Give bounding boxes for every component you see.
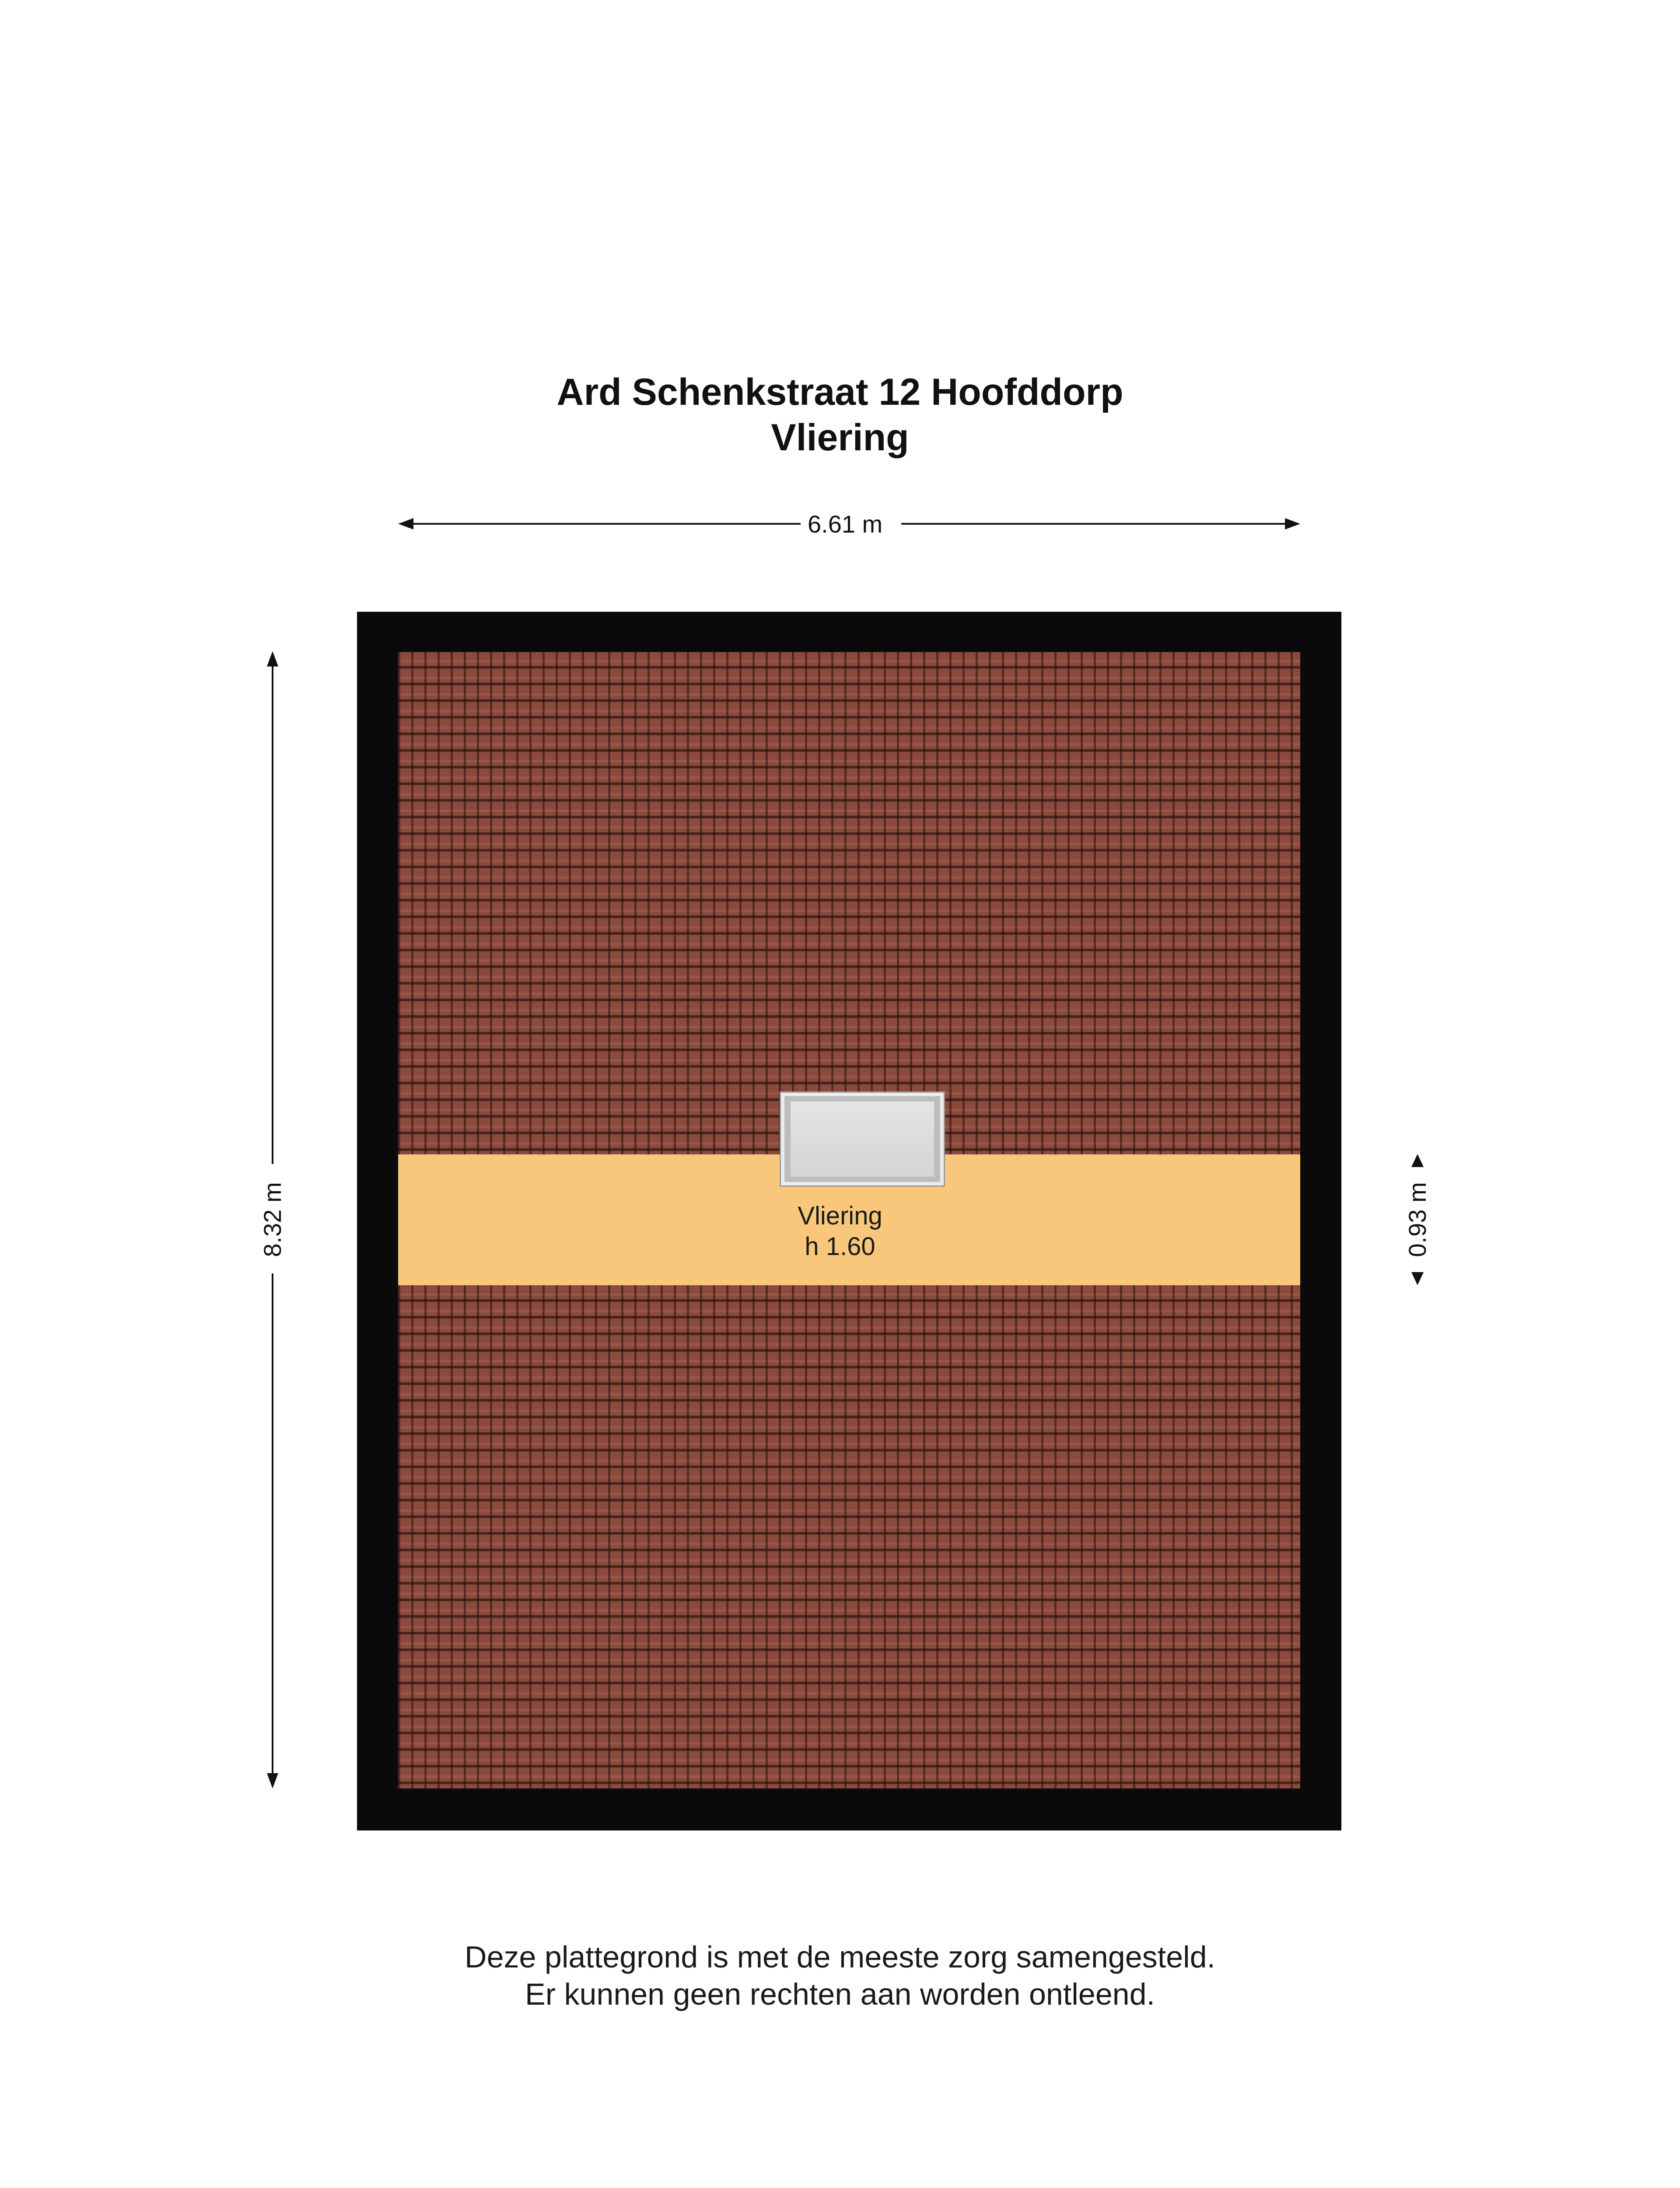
band-depth-label: 0.93 m — [1404, 1182, 1431, 1257]
plan-title: Ard Schenkstraat 12 Hoofddorp — [556, 371, 1124, 413]
skylight-glass — [791, 1101, 934, 1177]
roof-tiles-upper — [398, 652, 1300, 1154]
roof-tiles-lower — [398, 1285, 1300, 1788]
disclaimer-line-2: Er kunnen geen rechten aan worden ontleend. — [525, 1977, 1155, 2011]
floor-name: Vliering — [771, 417, 909, 459]
width-label: 6.61 m — [808, 510, 883, 538]
length-label: 8.32 m — [259, 1182, 286, 1257]
room-height-label: h 1.60 — [805, 1232, 875, 1261]
disclaimer-line-1: Deze plattegrond is met de meeste zorg samengesteld. — [465, 1940, 1215, 1974]
skylight-window — [781, 1093, 944, 1185]
room-name-label: Vliering — [798, 1202, 882, 1230]
